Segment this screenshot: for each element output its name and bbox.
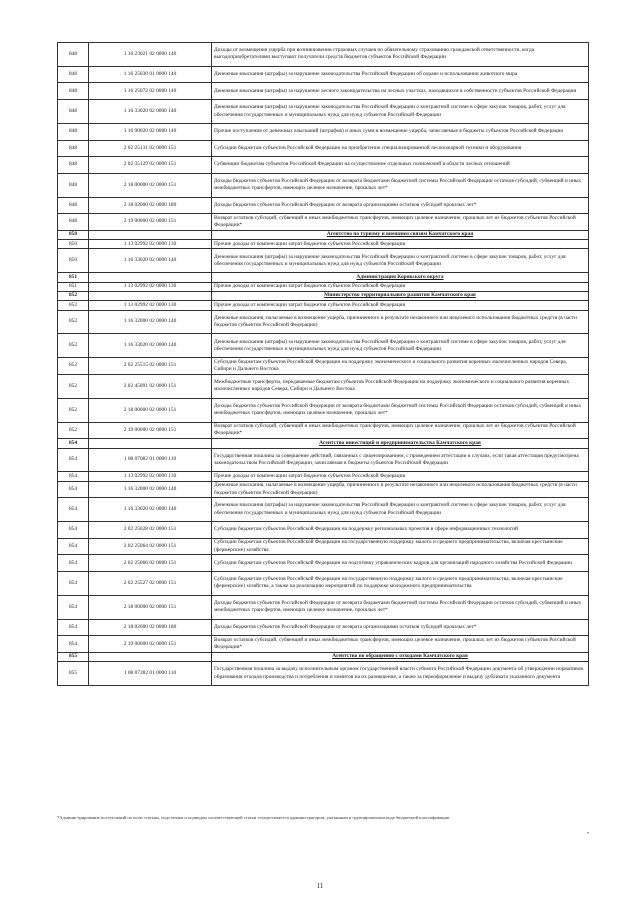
table-row xyxy=(58,619,589,636)
revenue-code-cell: 2 19 00000 02 0000 151 xyxy=(89,214,212,231)
revenue-name-cell: Прочие поступления от денежных взысканий (штрафов) и иных сумм в возмещение ущерба, зачисляемые в бюджеты субъектов Российской Федерации xyxy=(212,123,589,140)
admin-code-cell: 848 xyxy=(58,197,89,214)
table-row xyxy=(58,173,589,197)
revenue-code-cell xyxy=(89,273,212,282)
revenue-code-cell: 2 02 25131 02 0000 151 xyxy=(89,140,212,157)
agency-name-cell: Агентство по обращению с отходами Камчатского края xyxy=(212,652,589,661)
revenue-name-cell: Денежные взыскания, налагаемые в возмещение ущерба, причиненного в результате незаконного или нецелевого использования бюджетных средств (в части бюджетов субъектов Российской Федерации) xyxy=(212,310,589,334)
revenue-code-cell: 1 16 25030 01 0000 140 xyxy=(89,66,212,83)
admin-code-cell: 851 xyxy=(58,273,89,282)
revenue-code-cell: 1 13 02992 02 0000 130 xyxy=(89,240,212,249)
admin-code-cell: 854 xyxy=(58,448,89,472)
revenue-name-cell: Доходы от возмещения ущерба при возникновении страховых случаев по обязательному страхованию гражданской ответственности, когда выгодоприобретателями выступают получатели средств бюджетов субъектов Российской Федерации xyxy=(212,43,589,67)
revenue-name-cell: Возврат остатков субсидий, субвенций и иных межбюджетных трансфертов, имеющих целевое назначение, прошлых лет из бюджетов субъектов Российской Федерации* xyxy=(212,422,589,439)
revenue-name-cell: Денежные взыскания (штрафы) за нарушение законодательства Российской Федерации о контрактной системе в сфере закупок товаров, работ, услуг для обеспечения государственных и муниципальных нужд для нужд субъектов Российской Федерации xyxy=(212,249,589,273)
revenue-name-cell: Доходы бюджетов субъектов Российской Федерации от возврата бюджетами бюджетной системы Российской Федерации остатков субсидий, субвенций и иных межбюджетных трансфертов, имеющих целевое назначение, прошлых лет* xyxy=(212,398,589,422)
revenue-administrators-table xyxy=(57,42,589,686)
admin-code-cell: 850 xyxy=(58,230,89,239)
table-row xyxy=(58,214,589,231)
table-row xyxy=(58,522,589,539)
revenue-name-cell: Денежные взыскания (штрафы) за нарушение лесного законодательства на лесных участках, находящихся в собственности субъектов Российской Федерации xyxy=(212,83,589,100)
table-row xyxy=(58,43,589,67)
table-row xyxy=(58,538,589,555)
revenue-name-cell: Доходы бюджетов субъектов Российской Федерации от возврата организациями остатков субсидий прошлых лет* xyxy=(212,197,589,214)
table-row xyxy=(58,301,589,310)
revenue-code-cell: 2 02 25028 02 0000 151 xyxy=(89,522,212,539)
revenue-code-cell xyxy=(89,439,212,448)
admin-code-cell: 850 xyxy=(58,240,89,249)
table-row xyxy=(58,334,589,358)
revenue-name-cell: Субсидии бюджетам субъектов Российской Федерации на государственную поддержку малого и среднего предпринимательства, включая крестьянские (фермерские) хозяйства, а также на реализацию мероприятий по поддержке молодежного предпринимательства xyxy=(212,572,589,596)
admin-code-cell: 848 xyxy=(58,100,89,124)
revenue-name-cell: Государственная пошлина за выдачу исполнительным органом государственной власти субъекта Российской Федерации документа об утверждении нормативов образования отходов производства и потребления и лимитов на их размещение, а также за переоформление и выдачу дубликата указанного документа xyxy=(212,662,589,686)
table-row xyxy=(58,374,589,398)
agency-name-cell: Агентство инвестиций и предпринимательства Камчатского края xyxy=(212,439,589,448)
table-row xyxy=(58,197,589,214)
revenue-code-cell: 2 18 00000 02 0000 151 xyxy=(89,173,212,197)
revenue-code-cell xyxy=(89,291,212,300)
revenue-code-cell: 2 18 00000 02 0000 151 xyxy=(89,398,212,422)
table-row xyxy=(58,448,589,472)
admin-code-cell: 848 xyxy=(58,214,89,231)
revenue-code-cell: 1 08 07282 01 0000 110 xyxy=(89,662,212,686)
admin-code-cell: 851 xyxy=(58,282,89,291)
admin-code-cell: 848 xyxy=(58,83,89,100)
admin-code-cell: 848 xyxy=(58,43,89,67)
revenue-code-cell: 1 16 25072 02 0000 140 xyxy=(89,83,212,100)
admin-code-cell: 848 xyxy=(58,140,89,157)
table-row xyxy=(58,662,589,686)
revenue-name-cell: Субвенции бюджетам субъектов Российской Федерации на осуществление отдельных полномочий в области лесных отношений xyxy=(212,157,589,174)
revenue-code-cell: 1 13 02992 02 0000 130 xyxy=(89,472,212,481)
admin-code-cell: 852 xyxy=(58,291,89,300)
agency-name-cell: Агентство по туризму и внешним связям Камчатского края xyxy=(212,230,589,239)
admin-code-cell: 854 xyxy=(58,498,89,522)
admin-code-cell: 848 xyxy=(58,66,89,83)
revenue-code-cell: 1 13 02992 02 0000 130 xyxy=(89,301,212,310)
revenue-name-cell: Субсидии бюджетам субъектов Российской Федерации на поддержку региональных проектов в сфере информационных технологий xyxy=(212,522,589,539)
admin-code-cell: 854 xyxy=(58,595,89,619)
table-row xyxy=(58,398,589,422)
table-row xyxy=(58,422,589,439)
admin-code-cell: 852 xyxy=(58,301,89,310)
table-row xyxy=(58,358,589,375)
revenue-name-cell: Государственная пошлина за совершение действий, связанных с лицензированием, с проведением аттестации в случаях, если такая аттестация предусмотрена законодательством Российской Федерации, зачисляемая в бюджеты субъектов Российской Федерации xyxy=(212,448,589,472)
table-row xyxy=(58,595,589,619)
revenue-code-cell: 1 13 02992 02 0000 130 xyxy=(89,282,212,291)
table-row xyxy=(58,472,589,481)
revenue-code-cell: 1 16 33020 02 0000 140 xyxy=(89,100,212,124)
admin-code-cell: 852 xyxy=(58,310,89,334)
footnote: *Администрирование поступлений по всем статьям, подстатьям и подвидам соответствующей статьи осуществляется администратором, указанным в группировочном коде бюджетной классификации xyxy=(57,815,450,820)
admin-code-cell: 852 xyxy=(58,334,89,358)
section-header-row xyxy=(58,230,589,239)
table-row xyxy=(58,282,589,291)
revenue-code-cell: 1 16 23021 02 0000 140 xyxy=(89,43,212,67)
revenue-code-cell xyxy=(89,230,212,239)
admin-code-cell: 848 xyxy=(58,157,89,174)
revenue-code-cell: 2 19 00000 02 0000 151 xyxy=(89,422,212,439)
admin-code-cell: 854 xyxy=(58,636,89,653)
admin-code-cell: 854 xyxy=(58,619,89,636)
table-row xyxy=(58,481,589,498)
table-row xyxy=(58,555,589,572)
revenue-name-cell: Прочие доходы от компенсации затрат бюджетов субъектов Российской Федерации xyxy=(212,301,589,310)
revenue-name-cell: Денежные взыскания (штрафы) за нарушение законодательства Российской Федерации о контрактной системе в сфере закупок товаров, работ, услуг для обеспечения государственных и муниципальных нужд для нужд субъектов Российской Федерации xyxy=(212,334,589,358)
revenue-code-cell: 2 18 02000 02 0000 180 xyxy=(89,197,212,214)
revenue-code-cell: 1 16 32000 02 0000 140 xyxy=(89,481,212,498)
table-row xyxy=(58,157,589,174)
table-row xyxy=(58,636,589,653)
admin-code-cell: 854 xyxy=(58,472,89,481)
admin-code-cell: 852 xyxy=(58,398,89,422)
revenue-name-cell: Субсидии бюджетам субъектов Российской Федерации на поддержку экономического и социального развития коренных малочисленных народов Севера, Сибири и Дальнего Востока xyxy=(212,358,589,375)
revenue-name-cell: Денежные взыскания, налагаемые в возмещение ущерба, причиненного в результате незаконного или нецелевого использования бюджетных средств (в части бюджетов субъектов Российской Федерации) xyxy=(212,481,589,498)
revenue-code-cell: 2 02 25064 02 0000 151 xyxy=(89,538,212,555)
admin-code-cell: 848 xyxy=(58,173,89,197)
section-header-row xyxy=(58,439,589,448)
revenue-name-cell: Доходы бюджетов субъектов Российской Федерации от возврата бюджетами бюджетной системы Российской Федерации остатков субсидий, субвенций и иных межбюджетных трансфертов, имеющих целевое назначение, прошлых лет* xyxy=(212,595,589,619)
revenue-name-cell: Межбюджетные трансферты, передаваемые бюджетам субъектов Российской Федерации на поддержку экономического и социального развития коренных малочисленных народов Севера, Сибири и Дальнего Востока xyxy=(212,374,589,398)
revenue-name-cell: Субсидии бюджетам субъектов Российской Федерации на приобретение специализированной лесопожарной техники и оборудования xyxy=(212,140,589,157)
revenue-code-cell: 2 18 02000 02 0000 180 xyxy=(89,619,212,636)
revenue-code-cell: 2 02 25527 02 0000 151 xyxy=(89,572,212,596)
admin-code-cell: 855 xyxy=(58,662,89,686)
revenue-name-cell: Денежные взыскания (штрафы) за нарушение законодательства Российской Федерации о контрактной системе в сфере закупок товаров, работ, услуг для обеспечения государственных и муниципальных нужд для нужд субъектов Российской Федерации xyxy=(212,498,589,522)
revenue-code-cell: 1 16 33020 02 0000 140 xyxy=(89,249,212,273)
revenue-code-cell: 1 08 07082 01 0000 110 xyxy=(89,448,212,472)
revenue-name-cell: Субсидии бюджетам субъектов Российской Федерации на подготовку управленческих кадров для организаций народного хозяйства Российской Федерации xyxy=(212,555,589,572)
revenue-name-cell: Денежные взыскания (штрафы) за нарушение законодательства Российской Федерации о контрактной системе в сфере закупок товаров, работ, услуг для обеспечения государственных и муниципальных нужд для нужд субъектов Российской Федерации xyxy=(212,100,589,124)
revenue-code-cell: 2 19 00000 02 0000 151 xyxy=(89,636,212,653)
table-row xyxy=(58,83,589,100)
section-header-row xyxy=(58,291,589,300)
admin-code-cell: 854 xyxy=(58,522,89,539)
revenue-name-cell: Субсидии бюджетам субъектов Российской Федерации на государственную поддержку малого и среднего предпринимательства, включая крестьянские (фермерские) хозяйства xyxy=(212,538,589,555)
revenue-code-cell: 2 02 45091 02 0000 151 xyxy=(89,374,212,398)
table-body xyxy=(58,43,589,686)
revenue-code-cell: 2 18 00000 02 0000 151 xyxy=(89,595,212,619)
revenue-code-cell: 1 16 32000 02 0000 140 xyxy=(89,310,212,334)
admin-code-cell: 854 xyxy=(58,572,89,596)
table-row xyxy=(58,498,589,522)
revenue-name-cell: Доходы бюджетов субъектов Российской Федерации от возврата организациями остатков субсидий прошлых лет* xyxy=(212,619,589,636)
agency-name-cell: Администрация Корякского округа xyxy=(212,273,589,282)
table-row xyxy=(58,100,589,124)
admin-code-cell: 850 xyxy=(58,249,89,273)
table-row xyxy=(58,249,589,273)
admin-code-cell: 852 xyxy=(58,374,89,398)
revenue-code-cell: 1 16 33020 02 0000 140 xyxy=(89,334,212,358)
revenue-code-cell: 2 02 25515 02 0000 151 xyxy=(89,358,212,375)
admin-code-cell: 848 xyxy=(58,123,89,140)
admin-code-cell: 852 xyxy=(58,358,89,375)
revenue-code-cell: 1 16 33020 02 0000 140 xyxy=(89,498,212,522)
revenue-code-cell xyxy=(89,652,212,661)
page-number: 11 xyxy=(316,882,324,890)
admin-code-cell: 854 xyxy=(58,439,89,448)
admin-code-cell: 852 xyxy=(58,422,89,439)
admin-code-cell: 855 xyxy=(58,652,89,661)
revenue-name-cell: Доходы бюджетов субъектов Российской Федерации от возврата бюджетами бюджетной системы Российской Федерации остатков субсидий, субвенций и иных межбюджетных трансфертов, имеющих целевое назначение, прошлых лет* xyxy=(212,173,589,197)
admin-code-cell: 854 xyxy=(58,555,89,572)
agency-name-cell: Министерство территориального развития Камчатского края xyxy=(212,291,589,300)
table-row xyxy=(58,140,589,157)
revenue-name-cell: Возврат остатков субсидий, субвенций и иных межбюджетных трансфертов, имеющих целевое назначение, прошлых лет из бюджетов субъектов Российской Федерации* xyxy=(212,214,589,231)
table-row xyxy=(58,572,589,596)
revenue-name-cell: Прочие доходы от компенсации затрат бюджетов субъектов Российской Федерации xyxy=(212,282,589,291)
section-header-row xyxy=(58,652,589,661)
section-header-row xyxy=(58,273,589,282)
table-row xyxy=(58,123,589,140)
table-row xyxy=(58,66,589,83)
revenue-name-cell: Прочие доходы от компенсации затрат бюджетов субъектов Российской Федерации xyxy=(212,240,589,249)
revenue-code-cell: 2 02 35129 02 0000 151 xyxy=(89,157,212,174)
revenue-name-cell: Прочие доходы от компенсации затрат бюджетов субъектов Российской Федерации xyxy=(212,472,589,481)
revenue-administrators-table-container xyxy=(57,42,589,686)
table-row xyxy=(58,310,589,334)
revenue-name-cell: Денежные взыскания (штрафы) за нарушение законодательства Российской Федерации об охране и использовании животного мира xyxy=(212,66,589,83)
scan-mark: • xyxy=(587,831,590,837)
revenue-name-cell: Возврат остатков субсидий, субвенций и иных межбюджетных трансфертов, имеющих целевое назначение, прошлых лет из бюджетов субъектов Российской Федерации* xyxy=(212,636,589,653)
admin-code-cell: 854 xyxy=(58,538,89,555)
revenue-code-cell: 2 02 25066 02 0000 151 xyxy=(89,555,212,572)
table-row xyxy=(58,240,589,249)
revenue-code-cell: 1 16 90020 02 0000 140 xyxy=(89,123,212,140)
admin-code-cell: 854 xyxy=(58,481,89,498)
